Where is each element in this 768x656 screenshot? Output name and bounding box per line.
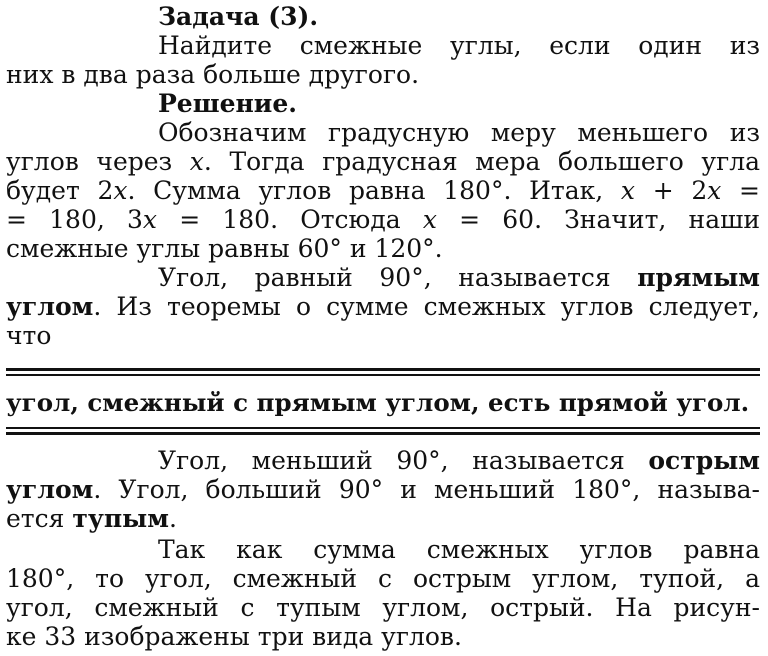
solution-heading: Решение. <box>158 89 297 118</box>
solution-line-2: углов через x. Тогда градусная мера большего угла <box>6 147 760 176</box>
acute-line-3: ется тупым. <box>6 504 177 533</box>
right-angle-line-3: что <box>6 321 52 350</box>
theorem-statement: угол, смежный с прямым углом, есть прямой угол. <box>6 388 750 417</box>
solution-line-5: смежные углы равны 60° и 120°. <box>6 234 443 263</box>
acute-line-1: Угол, меньший 90°, называется острым <box>158 446 760 475</box>
right-angle-line-2: углом. Из теоремы о сумме смежных углов следует, <box>6 292 760 321</box>
theorem-bottom-rule <box>6 427 760 429</box>
task-line-2: них в два раза больше другого. <box>6 60 420 89</box>
task-line-1: Найдите смежные углы, если один из <box>158 31 760 60</box>
theorem-bottom-rule-2 <box>6 432 760 435</box>
acute-line-2: углом. Угол, больший 90° и меньший 180°, называ- <box>6 475 760 504</box>
solution-line-3: будет 2x. Сумма углов равна 180°. Итак, x + 2x = <box>6 176 761 205</box>
conclusion-line-4: ке 33 изображены три вида углов. <box>6 622 462 651</box>
conclusion-line-3: угол, смежный с тупым углом, острый. На рисун- <box>6 593 760 622</box>
right-angle-line-1: Угол, равный 90°, называется прямым <box>158 263 760 292</box>
task-heading: Задача (3). <box>158 2 319 31</box>
conclusion-line-2: 180°, то угол, смежный с острым углом, тупой, а <box>6 564 760 593</box>
solution-line-4: = 180, 3x = 180. Отсюда x = 60. Значит, наши <box>6 205 761 234</box>
theorem-top-rule <box>6 368 760 371</box>
conclusion-line-1: Так как сумма смежных углов равна <box>158 535 760 564</box>
theorem-top-rule-2 <box>6 374 760 376</box>
solution-line-1: Обозначим градусную меру меньшего из <box>158 118 760 147</box>
